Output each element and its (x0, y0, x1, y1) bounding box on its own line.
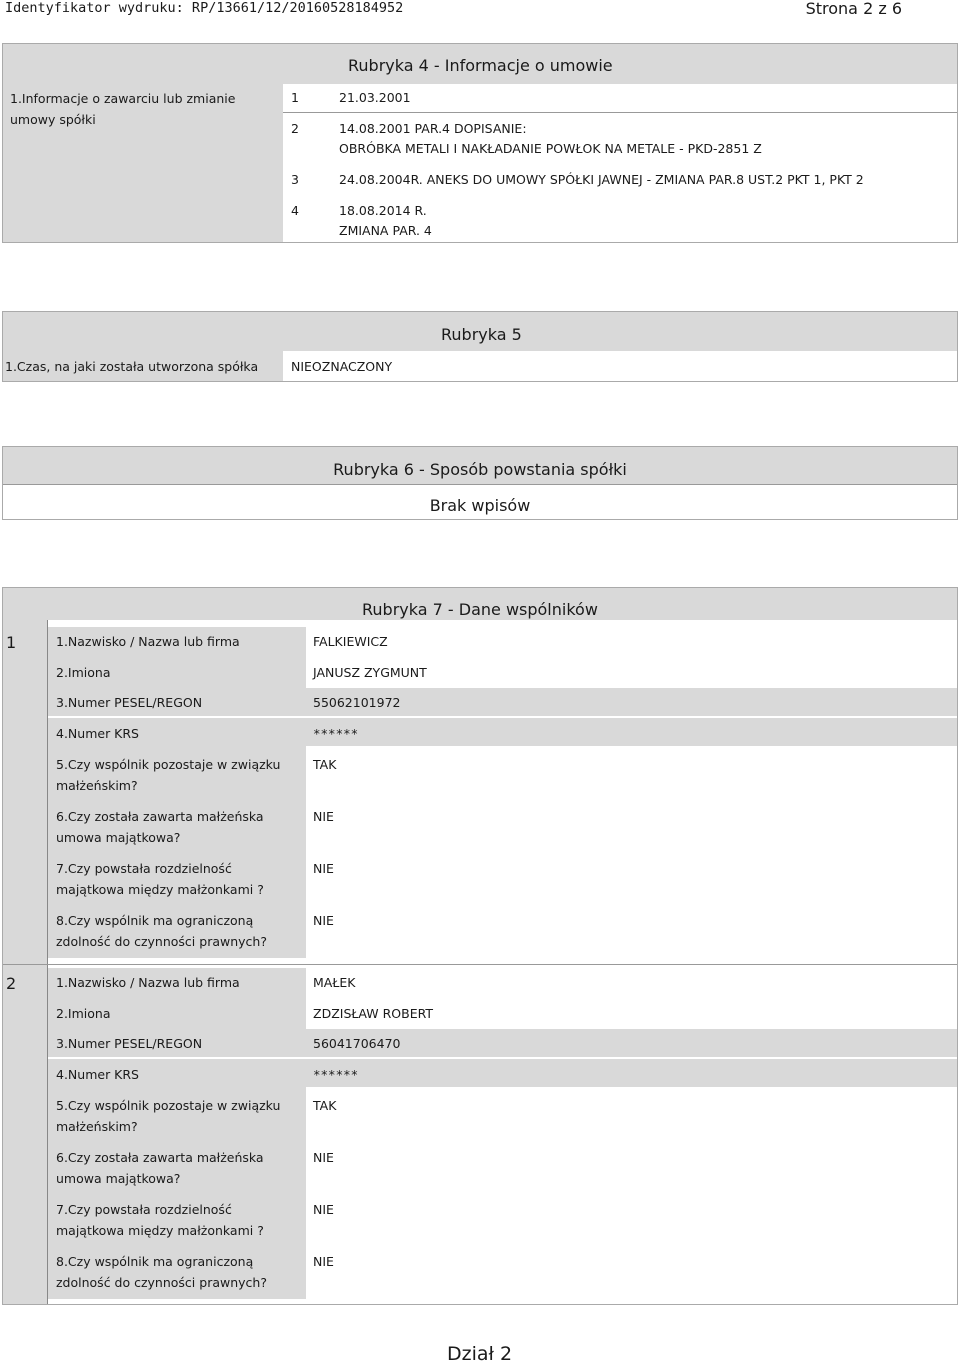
p2-label-q8b: zdolność do czynności prawnych? (56, 1275, 267, 1290)
p1-label-q7b: majątkowa między małżonkami ? (56, 882, 264, 897)
p2-label-pesel: 3.Numer PESEL/REGON (56, 1036, 203, 1051)
r4-num-1: 1 (291, 90, 299, 105)
partner-1-number: 1 (6, 633, 17, 652)
r4-line2-2: OBRÓBKA METALI I NAKŁADANIE POWŁOK NA METALE - PKD-2851 Z (339, 141, 762, 156)
partner-2-number: 2 (6, 974, 17, 993)
p1-value-q7: NIE (313, 861, 334, 876)
p1-label-pesel: 3.Numer PESEL/REGON (56, 695, 203, 710)
p1-value-q5: TAK (313, 757, 337, 772)
rubryka5-title: Rubryka 5 (441, 325, 522, 344)
rubryka6-empty: Brak wpisów (429, 496, 531, 515)
p1-value-pesel: 55062101972 (313, 695, 401, 710)
p1-label-krs: 4.Numer KRS (56, 726, 139, 741)
p1-value-krs: ****** (313, 726, 359, 741)
p1-label-q6a: 6.Czy została zawarta małżeńska (56, 809, 264, 824)
p2-label-q8a: 8.Czy wspólnik ma ograniczoną (56, 1254, 254, 1269)
p2-label-q7b: majątkowa między małżonkami ? (56, 1223, 264, 1238)
r4-line2-4: ZMIANA PAR. 4 (339, 223, 432, 238)
p2-label-q7a: 7.Czy powstała rozdzielność (56, 1202, 232, 1217)
p1-label-q8a: 8.Czy wspólnik ma ograniczoną (56, 913, 254, 928)
p2-value-q8: NIE (313, 1254, 334, 1269)
p1-label-q8b: zdolność do czynności prawnych? (56, 934, 267, 949)
p2-value-q5: TAK (313, 1098, 337, 1113)
section-footer: Dział 2 (447, 1343, 513, 1365)
p2-label-first: 2.Imiona (56, 1006, 111, 1021)
p1-value-q6: NIE (313, 809, 334, 824)
p2-label-name: 1.Nazwisko / Nazwa lub firma (56, 975, 240, 990)
r4-num-2: 2 (291, 121, 299, 136)
r4-line1-4: 18.08.2014 R. (339, 203, 427, 218)
p2-value-krs: ****** (313, 1067, 359, 1082)
r4-sep (283, 112, 957, 113)
p1-label-name: 1.Nazwisko / Nazwa lub firma (56, 634, 240, 649)
rubryka4-label: 1.Informacje o zawarciu lub zmianie umowy spółki (10, 91, 236, 127)
partner-1-krs-row (48, 718, 957, 746)
rubryka6-title: Rubryka 6 - Sposób powstania spółki (333, 460, 627, 479)
p1-label-q6b: umowa majątkowa? (56, 830, 181, 845)
partner-numbers-column (3, 620, 47, 1304)
p1-label-q5a: 5.Czy wspólnik pozostaje w związku (56, 757, 281, 772)
p2-value-q7: NIE (313, 1202, 334, 1217)
p1-value-name: FALKIEWICZ (313, 634, 388, 649)
p2-label-q6a: 6.Czy została zawarta małżeńska (56, 1150, 264, 1165)
print-id: Identyfikator wydruku: RP/13661/12/20160528184952 (5, 0, 404, 16)
p2-label-q6b: umowa majątkowa? (56, 1171, 181, 1186)
p1-label-q7a: 7.Czy powstała rozdzielność (56, 861, 232, 876)
p1-value-first: JANUSZ ZYGMUNT (313, 665, 427, 680)
r4-line1-1: 21.03.2001 (339, 90, 411, 105)
partner-2-krs-row (48, 1059, 957, 1087)
p1-label-first: 2.Imiona (56, 665, 111, 680)
r4-num-4: 4 (291, 203, 299, 218)
p2-value-first: ZDZISŁAW ROBERT (313, 1006, 434, 1021)
p2-value-pesel: 56041706470 (313, 1036, 401, 1051)
rubryka4-title: Rubryka 4 - Informacje o umowie (348, 56, 613, 75)
r4-line1-2: 14.08.2001 PAR.4 DOPISANIE: (339, 121, 527, 136)
page-number: Strona 2 z 6 (805, 0, 902, 18)
p2-label-krs: 4.Numer KRS (56, 1067, 139, 1082)
r4-num-3: 3 (291, 172, 299, 187)
p2-value-q6: NIE (313, 1150, 334, 1165)
rubryka7-title: Rubryka 7 - Dane wspólników (362, 600, 598, 619)
p1-value-q8: NIE (313, 913, 334, 928)
p1-label-q5b: małżeńskim? (56, 778, 138, 793)
rubryka5-label: 1.Czas, na jaki została utworzona spółka (5, 359, 259, 374)
p2-value-name: MAŁEK (313, 975, 356, 990)
p2-label-q5a: 5.Czy wspólnik pozostaje w związku (56, 1098, 281, 1113)
r4-line1-3: 24.08.2004R. ANEKS DO UMOWY SPÓŁKI JAWNEJ - ZMIANA PAR.8 UST.2 PKT 1, PKT 2 (339, 172, 864, 187)
p2-label-q5b: małżeńskim? (56, 1119, 138, 1134)
partner-sep (3, 964, 957, 965)
rubryka5-value: NIEOZNACZONY (291, 359, 393, 374)
